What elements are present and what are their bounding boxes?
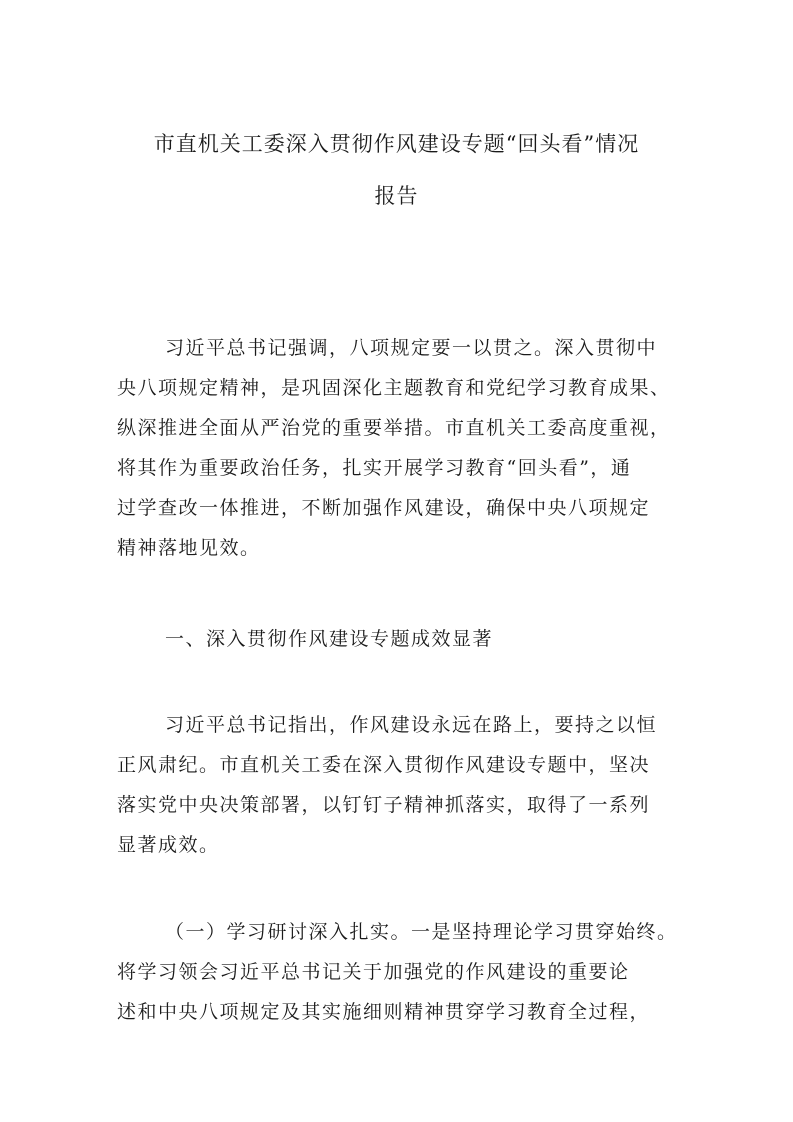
paragraph-3-line-2: 将学习领会习近平总书记关于加强党的作风建设的重要论 — [117, 961, 630, 983]
section-heading-1: 一、深入贯彻作风建设专题成效显著 — [165, 628, 494, 650]
document-title-line-2: 报告 — [374, 184, 419, 208]
document-title-line-1: 市直机关工委深入贯彻作风建设专题“回头看”情况 — [153, 132, 640, 156]
paragraph-3-line-1: （一）学习研讨深入扎实。一是坚持理论学习贯穿始终。 — [165, 921, 678, 943]
paragraph-2-line-1: 习近平总书记指出，作风建设永远在路上，要持之以恒 — [165, 714, 658, 736]
paragraph-2-line-3: 落实党中央决策部署，以钉钉子精神抓落实，取得了一系列 — [117, 794, 651, 816]
paragraph-1-line-1: 习近平总书记强调，八项规定要一以贯之。深入贯彻中 — [165, 337, 658, 359]
paragraph-2-line-4: 显著成效。 — [117, 834, 220, 856]
paragraph-3-line-3: 述和中央八项规定及其实施细则精神贯穿学习教育全过程， — [117, 1001, 651, 1023]
paragraph-1-line-4: 将其作为重要政治任务，扎实开展学习教育“回头看”，通 — [117, 457, 632, 479]
paragraph-1-line-2: 央八项规定精神，是巩固深化主题教育和党纪学习教育成果、 — [117, 377, 671, 399]
paragraph-2-line-2: 正风肃纪。市直机关工委在深入贯彻作风建设专题中，坚决 — [117, 754, 651, 776]
paragraph-1-line-3: 纵深推进全面从严治党的重要举措。市直机关工委高度重视， — [117, 417, 671, 439]
paragraph-1-line-5: 过学查改一体推进，不断加强作风建设，确保中央八项规定 — [117, 497, 651, 519]
paragraph-1-line-6: 精神落地见效。 — [117, 537, 261, 559]
